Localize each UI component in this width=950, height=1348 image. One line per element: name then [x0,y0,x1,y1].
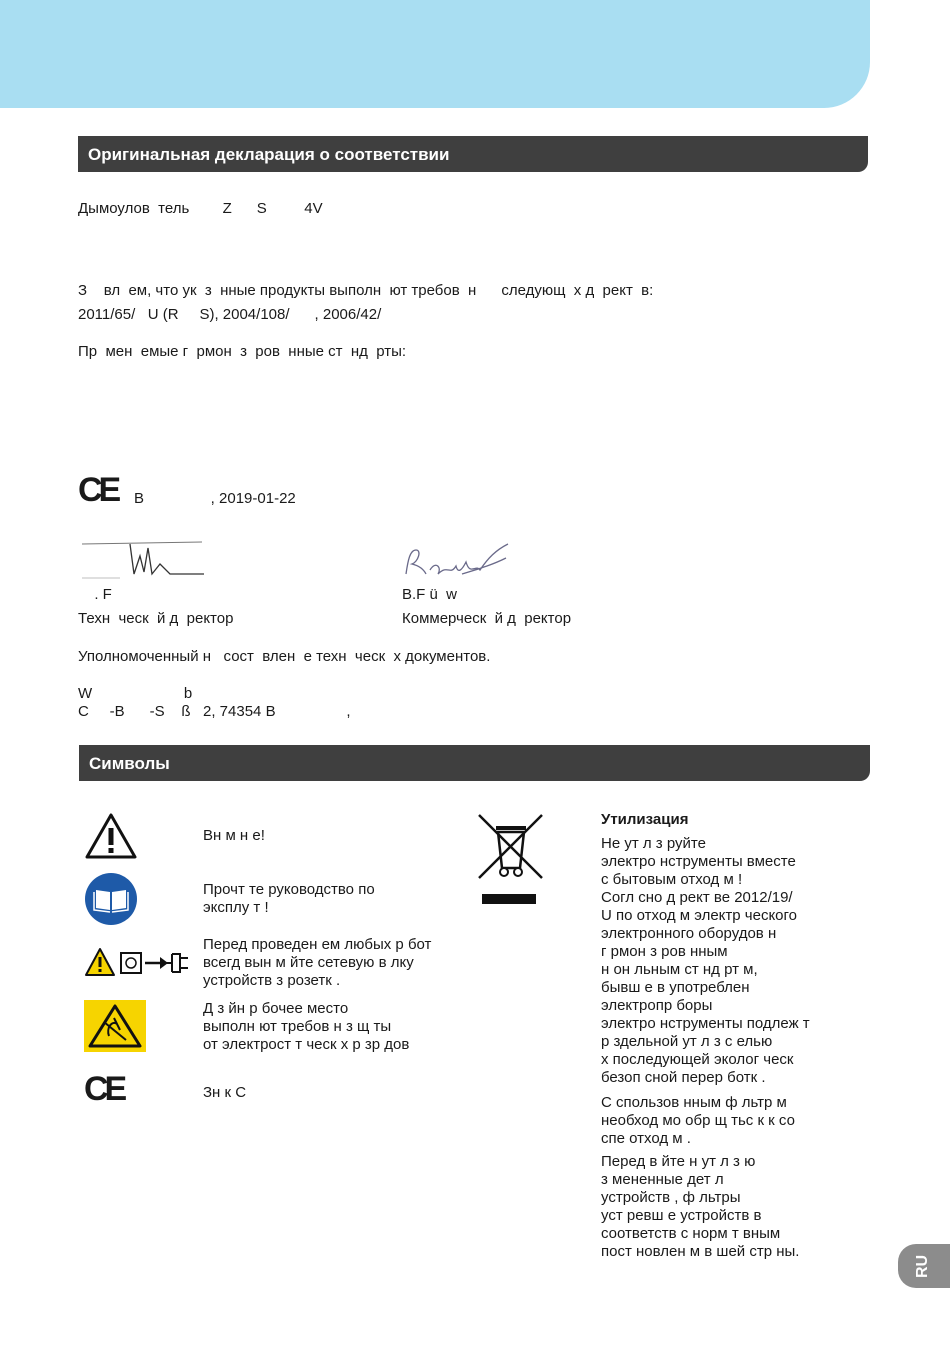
signer-1-title: Техн ческ й д ректор [78,610,234,627]
esd-icon [84,1000,146,1052]
company-line-2: C -B -S ß 2, 74354 В , [78,703,351,720]
signer-2-name: B.F ü w [402,586,458,603]
disposal-paragraph-1: Не ут л з руйте электро нструменты вместе с бытовым отход м ! Согл сно д рект ве 2012/19/ U по отход м электр ческого электронного оборудов н г рмон з ров нным н он льным ст нд рт м, бывш е в употреблен электропр боры электро нструменты подлеж т р здельной ут л з с елью х последующей эколог ческ безоп сной перер ботк . [601,835,810,1086]
place-date: В , 2019-01-22 [134,490,296,507]
standards-label: Пр мен емые г рмон з ров нные ст нд рты: [78,343,407,360]
symbol-text-warning: Вн м н е! [203,827,265,844]
symbol-text-ce: Зн к С [203,1084,247,1101]
statement-line-2: 2011/65/ U (R S), 2004/108/ , 2006/42/ [78,306,382,323]
declaration-heading: Оригинальная декларация о соответствии [78,136,868,172]
disposal-paragraph-2: С спользов нным ф льтр м необход мо обр щ тьс к к со спе отход м . [601,1094,795,1147]
signature-2 [402,540,517,582]
crossed-bin-icon [476,812,546,908]
disposal-paragraph-3: Перед в йте н ут л з ю з мененные дет л устройств , ф льтры уст ревш е устройств в соответств с норм т вным пост новлен м в шей стр ны. [601,1153,800,1260]
header-color-band [0,0,870,108]
signature-1 [80,538,210,580]
read-manual-icon [84,872,138,926]
warning-triangle-icon [84,812,138,860]
symbol-text-unplug: Перед проведен ем любых р бот всегд вын м йте сетевую в лку устройств з розетк . [203,936,432,989]
symbols-heading: Символы [79,745,870,781]
statement-line-1: З вл ем, что ук з нные продукты выполн ют требов н следующ х д рект в: [78,282,654,299]
unplug-icon [84,946,196,980]
symbol-text-manual: Прочт те руководство по эксплу т ! [203,881,375,916]
language-tab-label: RU [914,1254,931,1278]
disposal-title: Утилизация [601,811,689,828]
signer-2-title: Коммерческ й д ректор [402,610,572,627]
signer-1-name: . F [86,586,112,603]
language-tab [898,1244,950,1288]
company-line-1: W b [78,685,193,702]
ce-mark-icon: CE [84,1070,124,1108]
symbol-text-esd: Д з йн р бочее место выполн ют требов н з щ ты от электрост т ческ х р зр дов [203,1000,410,1053]
ce-mark: CE [78,471,118,509]
authorized-person: Уполномоченный н сост влен е техн ческ х документов. [78,648,491,665]
product-line: Дымоулов тель Z S 4V [78,200,323,217]
